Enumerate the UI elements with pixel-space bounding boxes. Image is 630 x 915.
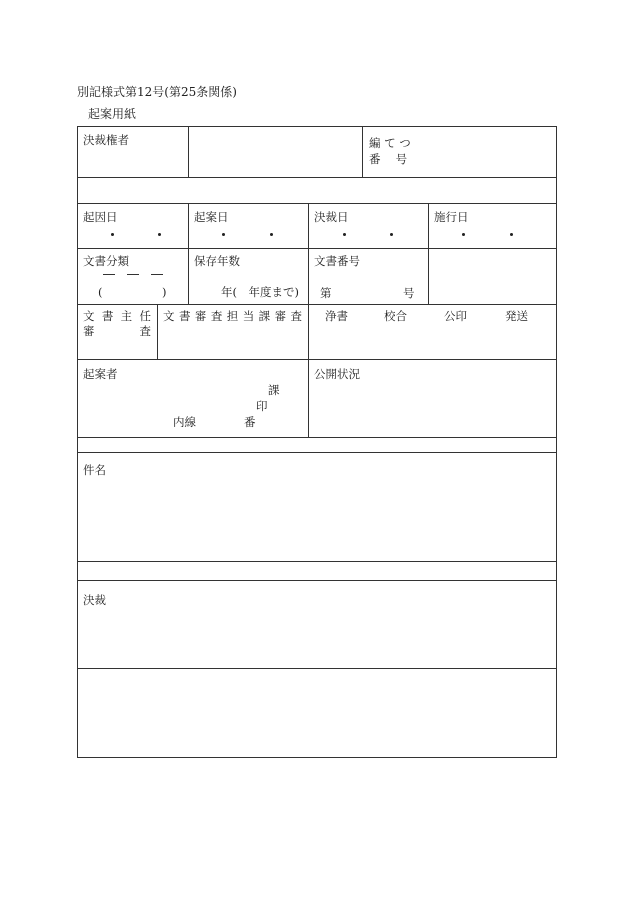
- bunsho-bango-label: 文書番号: [314, 254, 360, 268]
- form-title: 起案用紙: [88, 107, 137, 121]
- dai-label: 第: [320, 286, 332, 300]
- shunin-label-line1: 文 書 主 任: [83, 309, 151, 323]
- date-dot: [510, 233, 513, 236]
- bunrui-dash: [127, 274, 139, 275]
- kiansha-label: 起案者: [83, 367, 118, 381]
- bunrui-dash: [151, 274, 163, 275]
- rule: [308, 203, 309, 437]
- rule: [77, 452, 556, 453]
- rule: [362, 126, 363, 177]
- jousho-label: 浄書: [325, 309, 348, 323]
- form-id: 別記様式第12号(第25条関係): [77, 85, 237, 99]
- kougou-label: 校合: [384, 309, 407, 323]
- ban-label: 番: [244, 415, 256, 429]
- naisen-label: 内線: [173, 415, 196, 429]
- kianbi-label: 起案日: [194, 210, 229, 224]
- rule: [188, 126, 189, 177]
- koukai-label: 公開状況: [314, 367, 360, 381]
- rule: [77, 203, 556, 204]
- date-dot: [462, 233, 465, 236]
- rule: [77, 437, 556, 438]
- kenmei-label: 件名: [83, 463, 106, 477]
- shikoubi-label: 施行日: [434, 210, 469, 224]
- date-dot: [222, 233, 225, 236]
- paren-open: (: [98, 285, 103, 299]
- date-dot: [111, 233, 114, 236]
- date-dot: [343, 233, 346, 236]
- kessaibi-label: 決裁日: [314, 210, 349, 224]
- hozon-nensu-label: 保存年数: [194, 254, 240, 268]
- in-label: 印: [256, 399, 268, 413]
- date-dot: [390, 233, 393, 236]
- bunsho-bunrui-label: 文書分類: [83, 254, 129, 268]
- tantou-label: 文 書 審 査 担 当 課 審 査: [163, 309, 302, 323]
- nendo-text: 年( 年度まで): [221, 285, 299, 299]
- date-dot: [270, 233, 273, 236]
- rule: [77, 668, 556, 669]
- shunin-label-line2: 審 査: [83, 324, 151, 338]
- rule: [77, 359, 556, 360]
- rule: [77, 561, 556, 562]
- ka-label: 課: [268, 383, 280, 397]
- rule: [77, 580, 556, 581]
- rule: [428, 203, 429, 304]
- rule: [77, 248, 556, 249]
- hentetsu-label-1: 編 て つ: [369, 136, 411, 150]
- kessai-label: 決裁: [83, 593, 106, 607]
- rule: [157, 304, 158, 359]
- paren-close: ): [162, 285, 167, 299]
- hassou-label: 発送: [505, 309, 528, 323]
- rule: [77, 304, 556, 305]
- date-dot: [158, 233, 161, 236]
- hentetsu-label-2: 番 号: [369, 152, 408, 166]
- kouin-label: 公印: [444, 309, 467, 323]
- kessai-kensha-label: 決裁権者: [83, 133, 129, 147]
- kiinbi-label: 起因日: [83, 210, 118, 224]
- bunrui-dash: [103, 274, 115, 275]
- go-label: 号: [403, 286, 415, 300]
- rule: [77, 177, 556, 178]
- rule: [188, 203, 189, 304]
